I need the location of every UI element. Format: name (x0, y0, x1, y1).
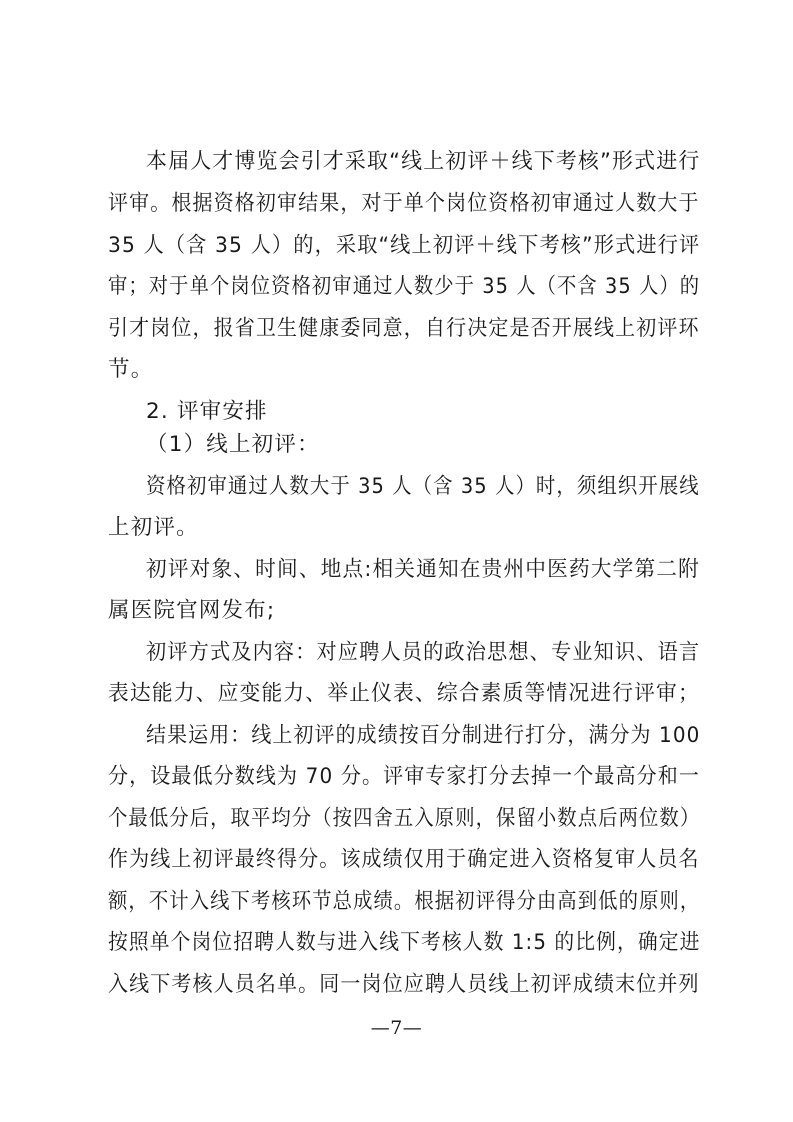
paragraph-line: 属医院官网发布; (108, 598, 276, 623)
subsection-heading: （1）线上初评： (146, 432, 320, 457)
paragraph-line: 分，设最低分数线为 70 分。评审专家打分去掉一个最高分和一 (108, 764, 701, 789)
paragraph-line: 35 人（含 35 人）的，采取“线上初评＋线下考核”形式进行评 (108, 233, 701, 258)
paragraph-line: 节。 (108, 357, 154, 382)
paragraph-line: 上初评。 (108, 515, 199, 540)
paragraph-line: 初评方式及内容：对应聘人员的政治思想、专业知识、语言 (146, 640, 701, 665)
paragraph-line: 引才岗位，报省卫生健康委同意，自行决定是否开展线上初评环 (108, 316, 700, 341)
page-number: —7— (370, 1017, 423, 1039)
section-heading: 2. 评审安排 (146, 399, 268, 424)
paragraph-line: 个最低分后，取平均分（按四舍五入原则，保留小数点后两位数） (108, 806, 701, 831)
paragraph-line: 表达能力、应变能力、举止仪表、综合素质等情况进行评审； (108, 681, 700, 706)
paragraph-line: 初评对象、时间、地点:相关通知在贵州中医药大学第二附 (146, 557, 700, 582)
paragraph-line: 评审。根据资格初审结果，对于单个岗位资格初审通过人数大于 (108, 191, 700, 216)
paragraph-line: 作为线上初评最终得分。该成绩仅用于确定进入资格复审人员名 (108, 847, 700, 872)
paragraph-line: 审；对于单个岗位资格初审通过人数少于 35 人（不含 35 人）的 (108, 274, 701, 299)
paragraph-line: 额，不计入线下考核环节总成绩。根据初评得分由高到低的原则， (108, 889, 701, 914)
paragraph-line: 结果运用：线上初评的成绩按百分制进行打分，满分为 100 (146, 723, 701, 748)
paragraph-line: 按照单个岗位招聘人数与进入线下考核人数 1:5 的比例，确定进 (108, 930, 701, 955)
paragraph-line: 资格初审通过人数大于 35 人（含 35 人）时，须组织开展线 (146, 474, 700, 499)
paragraph-line: 入线下考核人员名单。同一岗位应聘人员线上初评成绩末位并列 (108, 972, 700, 997)
paragraph-line: 本届人才博览会引才采取“线上初评＋线下考核”形式进行 (146, 149, 701, 174)
